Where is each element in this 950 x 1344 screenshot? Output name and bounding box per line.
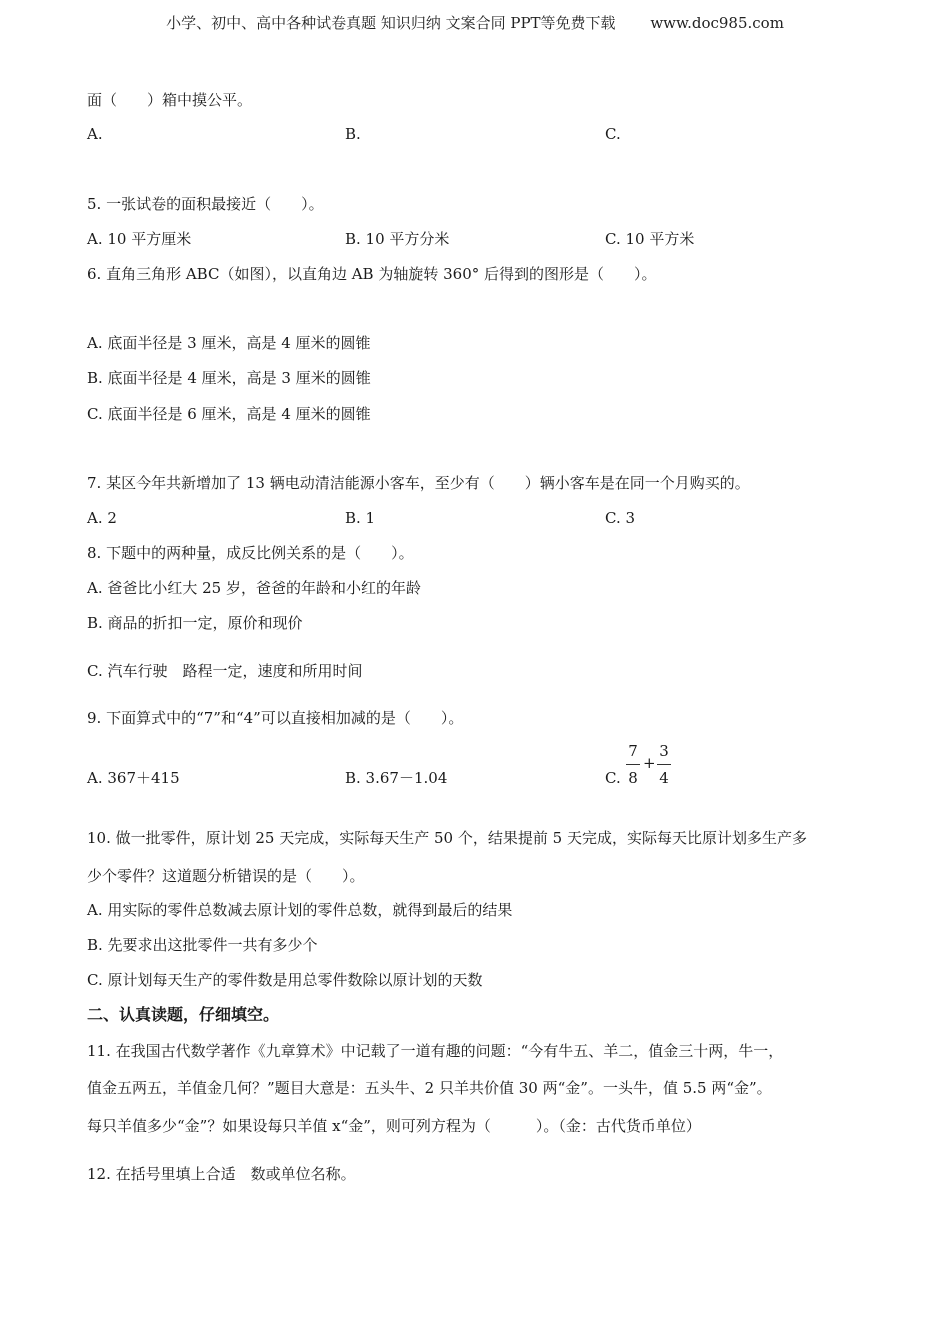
q6-stem: 6. 直角三角形 ABC（如图），以直角边 AB 为轴旋转 360° 后得到的图形是（ ）。: [87, 265, 657, 283]
q5-option-b[interactable]: B. 10 平方分米: [345, 230, 450, 248]
q11-line3: 每只羊值多少“金”？如果设每只羊值 x“金”，则可列方程为（ ）。（金：古代货币单位）: [87, 1117, 701, 1135]
q9-frac2-numerator: 3: [659, 742, 669, 760]
q10-option-b[interactable]: B. 先要求出这批零件一共有多少个: [87, 936, 318, 954]
q5-option-a[interactable]: A. 10 平方厘米: [87, 230, 192, 248]
q12-stem: 12. 在括号里填上合适 数或单位名称。: [87, 1165, 356, 1183]
q7-option-c[interactable]: C. 3: [605, 509, 636, 527]
header-text: 小学、初中、高中各种试卷真题 知识归纳 文案合同 PPT等免费下载: [166, 14, 616, 32]
q9-plus-sign: +: [643, 754, 656, 772]
q7-stem: 7. 某区今年共新增加了 13 辆电动清洁能源小客车，至少有（ ）辆小客车是在同一个月购买的。: [87, 474, 750, 492]
q11-line2: 值金五两五，羊值金几何？”题目大意是：五头牛、2 只羊共价值 30 两“金”。一头牛，值 5.5 两“金”。: [87, 1079, 772, 1097]
q4-option-c[interactable]: C.: [605, 125, 621, 143]
q9-option-c-expression: [626, 742, 676, 790]
q10-option-c[interactable]: C. 原计划每天生产的零件数是用总零件数除以原计划的天数: [87, 971, 483, 989]
section-2-title: 二、认真读题，仔细填空。: [87, 1005, 280, 1024]
q8-stem: 8. 下题中的两种量，成反比例关系的是（ ）。: [87, 544, 414, 562]
q11-line1: 11. 在我国古代数学著作《九章算术》中记载了一道有趣的问题：“今有牛五、羊二，值金三十两，牛一，: [87, 1042, 784, 1060]
q10-stem-line2: 少个零件？这道题分析错误的是（ ）。: [87, 867, 365, 885]
q9-option-a[interactable]: A. 367＋415: [87, 769, 180, 787]
q7-option-a[interactable]: A. 2: [87, 509, 117, 527]
q9-frac1-bar: [626, 764, 640, 765]
q9-frac1-numerator: 7: [628, 742, 638, 760]
q10-stem-line1: 10. 做一批零件，原计划 25 天完成，实际每天生产 50 个，结果提前 5 天完成，实际每天比原计划多生产多: [87, 829, 807, 847]
q9-option-c-label[interactable]: C.: [605, 769, 621, 787]
q9-frac1-denominator: 8: [628, 769, 638, 787]
q4-option-b[interactable]: B.: [345, 125, 361, 143]
q9-frac2-bar: [657, 764, 671, 765]
q10-option-a[interactable]: A. 用实际的零件总数减去原计划的零件总数，就得到最后的结果: [87, 901, 513, 919]
q8-option-b[interactable]: B. 商品的折扣一定，原价和现价: [87, 614, 303, 632]
q9-frac2-denominator: 4: [659, 769, 669, 787]
q5-stem: 5. 一张试卷的面积最接近（ ）。: [87, 195, 324, 213]
q6-option-a[interactable]: A. 底面半径是 3 厘米，高是 4 厘米的圆锥: [87, 334, 371, 352]
q6-option-c[interactable]: C. 底面半径是 6 厘米，高是 4 厘米的圆锥: [87, 405, 371, 423]
q6-option-b[interactable]: B. 底面半径是 4 厘米，高是 3 厘米的圆锥: [87, 369, 371, 387]
q5-option-c[interactable]: C. 10 平方米: [605, 230, 695, 248]
q8-option-c[interactable]: C. 汽车行驶 路程一定，速度和所用时间: [87, 662, 363, 680]
q9-stem: 9. 下面算式中的“7”和“4”可以直接相加减的是（ ）。: [87, 709, 464, 727]
q4-option-a[interactable]: A.: [87, 125, 103, 143]
q9-option-b[interactable]: B. 3.67－1.04: [345, 769, 448, 787]
q8-option-a[interactable]: A. 爸爸比小红大 25 岁，爸爸的年龄和小红的年龄: [87, 579, 421, 597]
header-site-link[interactable]: www.doc985.com: [650, 14, 784, 32]
page-header: [0, 12, 950, 33]
q4-stem-tail: 面（ ）箱中摸公平。: [87, 91, 253, 109]
q7-option-b[interactable]: B. 1: [345, 509, 376, 527]
